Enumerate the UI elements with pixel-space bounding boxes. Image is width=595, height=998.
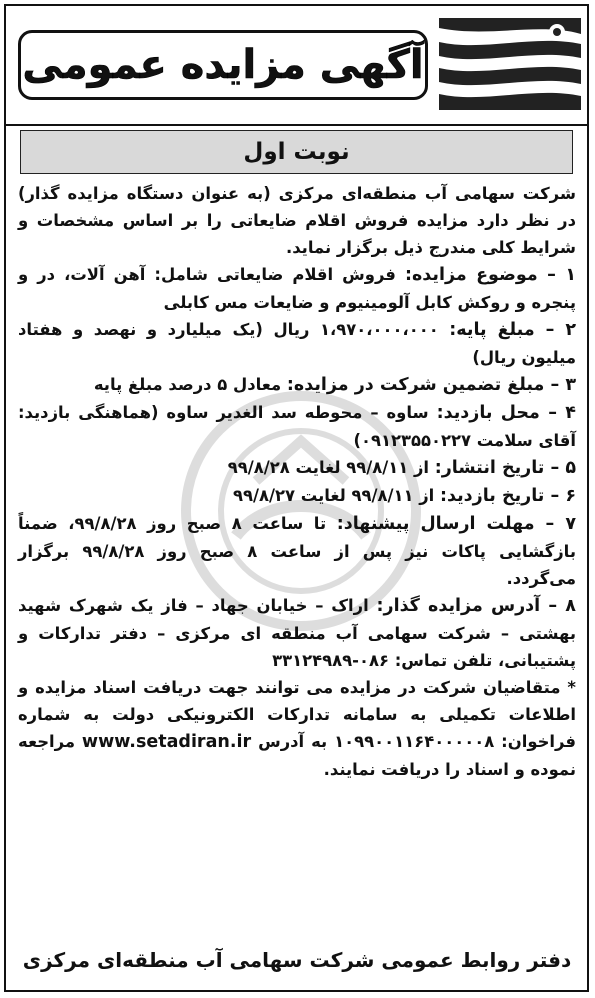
item-guarantee-text: معادل ۵ درصد مبلغ پایه [93,375,282,394]
item-base-price [18,316,576,371]
item-visit-date [18,482,576,510]
item-publish-date [18,454,576,482]
round-label: نوبت اول [243,139,350,165]
item-visit-date-text: از ۹۹/۸/۱۱ لغایت ۹۹/۸/۲۷ [233,486,435,505]
header [6,6,587,126]
item-visit-location-text: ساوه – محوطه سد الغدیر ساوه (هماهنگی بازدید: آقای سلامت ۰۹۱۲۳۵۵۰۲۲۷) [18,403,576,450]
item-subject-label: ۱ – موضوع مزایده: [404,265,576,285]
item-base-price-text: ۱،۹۷۰،۰۰۰،۰۰۰ ریال (یک میلیارد و نهصد و هفتاد میلیون ریال) [18,320,576,367]
item-subject-text: فروش اقلام ضایعاتی شامل: آهن آلات، در و پنجره و روکش کابل آلومینیوم و ضایعات مس کابلی [18,265,576,312]
setadiran-link[interactable]: www.setadiran.ir [81,732,252,752]
item-publish-date-text: از ۹۹/۸/۱۱ لغایت ۹۹/۸/۲۸ [227,458,429,477]
item-address [18,592,576,674]
item-deadline-text: تا ساعت ۸ صبح روز ۹۹/۸/۲۸، ضمناً بازگشایی پاکات نیز پس از ساعت ۸ صبح روز ۹۹/۸/۲۸ برگزار می‌گردد. [18,514,576,588]
intro-paragraph: شرکت سهامی آب منطقه‌ای مرکزی (به عنوان دستگاه مزایده گذار) در نظر دارد مزایده فروش اقلام ضایعاتی را بر اساس مشخصات و شرایط کلی مندرج ذیل برگزار نماید. [18,184,576,257]
footer-signature: دفتر روابط عمومی شرکت سهامی آب منطقه‌ای مرکزی [22,948,572,972]
item-base-price-label: ۲ – مبلغ پایه: [449,320,576,340]
item-visit-date-label: ۶ – تاریخ بازدید: [440,486,576,506]
title-box [18,30,428,100]
advertisement-frame [4,4,589,992]
item-address-text: اراک – خیابان جهاد – فاز یک شهرک شهید بهشتی – شرکت سهامی آب منطقه ای مرکزی – دفتر تدارکات و پشتیبانی، تلفن تماس: ۰۸۶-۳۳۱۲۴۹۸۹ [18,596,576,670]
note-text-before: * متقاضیان شرکت در مزایده می توانند جهت دریافت اسناد مزایده و اطلاعات تکمیلی به سامانه تدارکات الکترونیکی دولت به شماره فراخوان: ۱۰۹۹۰۰۱۱۶۴۰۰۰۰۰۸ به آدرس [18,678,576,751]
announcement-body [18,180,576,783]
item-deadline [18,510,576,592]
note-text-after: مراجعه نموده و اسناد را دریافت نمایند. [18,732,576,779]
page-title: آگهی مزایده عمومی [22,42,424,88]
note-paragraph [18,674,576,783]
item-address-label: ۸ – آدرس مزایده گذار: [376,596,576,616]
item-visit-location-label: ۴ – محل بازدید: [436,403,576,423]
water-company-logo-icon [439,12,581,116]
item-visit-location [18,399,576,454]
item-guarantee-label: ۳ – مبلغ تضمین شرکت در مزایده: [286,375,576,395]
item-guarantee [18,371,576,399]
item-publish-date-label: ۵ – تاریخ انتشار: [434,458,576,478]
item-deadline-label: ۷ – مهلت ارسال پیشنهاد: [336,514,576,534]
round-bar [20,130,573,174]
item-subject [18,261,576,316]
